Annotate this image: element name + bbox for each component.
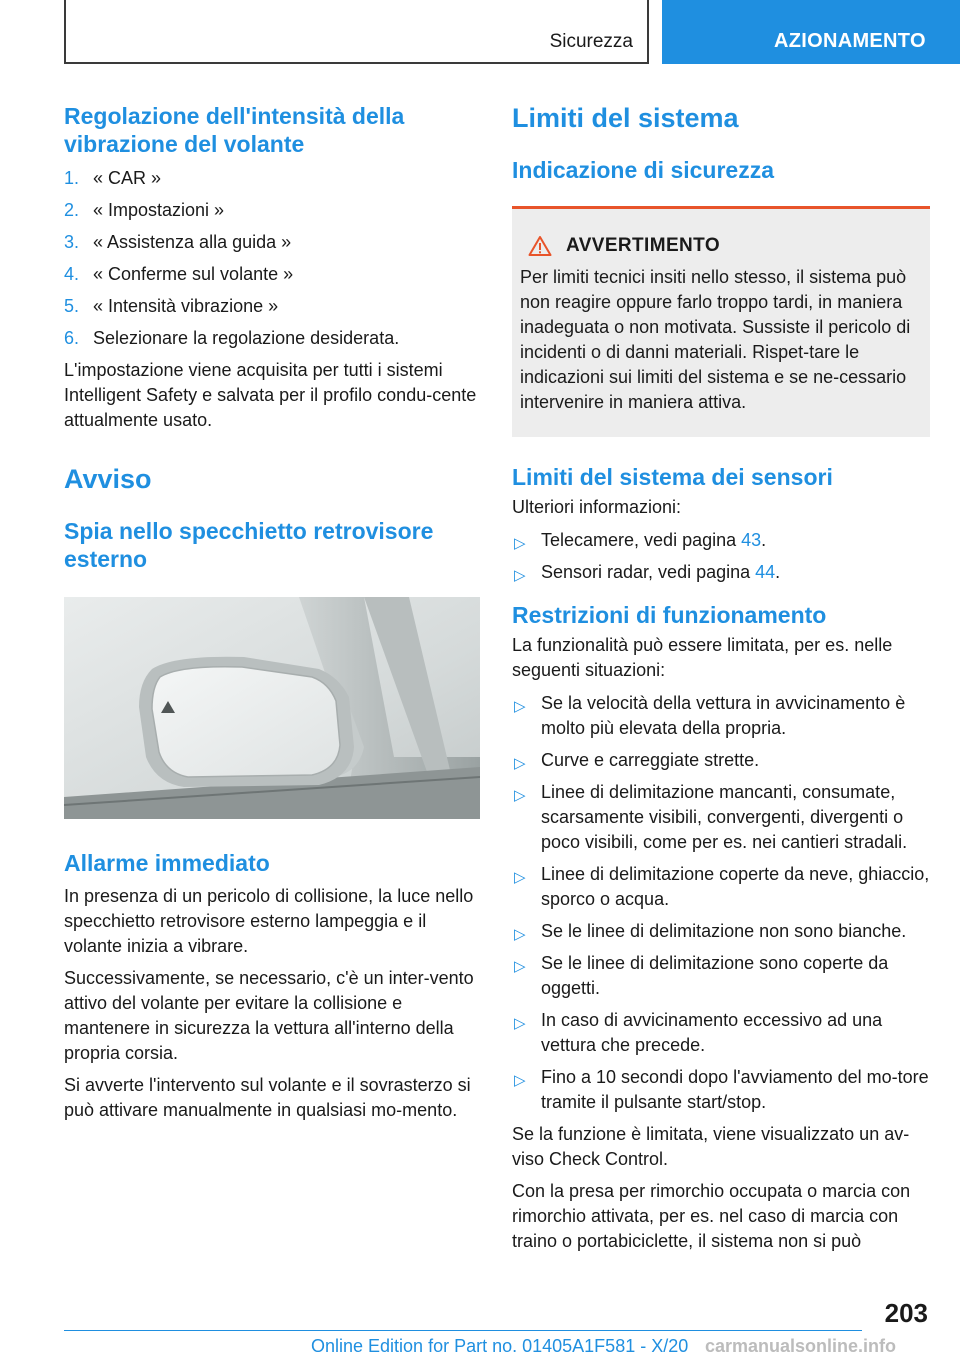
steps-list (64, 166, 480, 351)
restriction-text: Se la velocità della vettura in avvicinamento è molto più elevata della propria. (541, 693, 906, 738)
left-column (64, 102, 480, 1123)
page-reference-link[interactable]: 44 (755, 562, 776, 582)
heading-vibration-intensity: Regolazione dell'intensità della vibrazione del volante (64, 103, 405, 157)
restriction-text: In caso di avvicinamento eccessivo ad una vettura che precede. (541, 1010, 883, 1055)
step-item (64, 198, 480, 223)
restriction-text: Linee di delimitazione mancanti, consumate, scarsamente visibili, convergenti, divergenti o poco visibili, come per es. nei cantieri stradali. (541, 782, 908, 852)
info-end: . (775, 562, 781, 582)
triangle-bullet-icon: ▷ (514, 535, 526, 552)
step-text: « Assistenza alla guida » (93, 232, 292, 252)
header-chapter-tab (662, 0, 960, 64)
footer-divider (64, 1330, 862, 1331)
restriction-item (512, 691, 930, 741)
warning-box (512, 206, 930, 437)
paragraph-oversteer: Si avverte l'intervento sul volante e il sovrasterzo si può attivare manualmente in qualsiasi mo-mento. (64, 1075, 471, 1120)
step-item (64, 262, 480, 287)
step-number: 6. (64, 328, 80, 348)
heading-system-limits: Limiti del sistema (512, 103, 739, 133)
info-end: . (761, 530, 767, 550)
page-reference-link[interactable]: 43 (741, 530, 762, 550)
right-column (512, 102, 930, 1254)
info-item (512, 528, 930, 553)
step-number: 5. (64, 296, 80, 316)
paragraph-setting-saved: L'impostazione viene acquisita per tutti i sistemi Intelligent Safety e salvata per il profilo condu-cente attualmente usato. (64, 360, 477, 430)
step-text: « Conferme sul volante » (93, 264, 294, 284)
step-item (64, 166, 480, 191)
restriction-text: Curve e carreggiate strette. (541, 750, 760, 770)
triangle-bullet-icon: ▷ (514, 926, 526, 943)
step-item (64, 326, 480, 351)
heading-immediate-alarm: Allarme immediato (64, 850, 270, 876)
step-text: « Intensità vibrazione » (93, 296, 279, 316)
step-text: Selezionare la regolazione desiderata. (93, 328, 400, 348)
step-item (64, 230, 480, 255)
restrictions-list (512, 691, 930, 1115)
triangle-bullet-icon: ▷ (514, 869, 526, 886)
info-text: Sensori radar, vedi pagina (541, 562, 756, 582)
footer-watermark: carmanualsonline.info (705, 1336, 897, 1356)
paragraph-trailer: Con la presa per rimorchio occupata o marcia con rimorchio attivata, per es. nel caso di marcia con traino o portabiciclette, il sistema non si può (512, 1181, 911, 1251)
restriction-item (512, 1065, 930, 1115)
restriction-item (512, 1008, 930, 1058)
heading-safety-note: Indicazione di sicurezza (512, 157, 775, 183)
restriction-text: Fino a 10 secondi dopo l'avviamento del mo-tore tramite il pulsante start/stop. (541, 1067, 929, 1112)
restriction-item (512, 780, 930, 855)
triangle-bullet-icon: ▷ (514, 567, 526, 584)
info-text: Telecamere, vedi pagina (541, 530, 742, 550)
paragraph-steering-intervention: Successivamente, se necessario, c'è un inter-vento attivo del volante per evitare la collisione e mantenere in sicurezza la vettura all'interno della propria corsia. (64, 968, 474, 1063)
mirror-warning-light-image (64, 597, 480, 819)
page-number: 203 (884, 1298, 928, 1328)
step-number: 1. (64, 168, 80, 188)
restriction-item (512, 919, 930, 944)
paragraph-more-info: Ulteriori informazioni: (512, 497, 682, 517)
step-text: « Impostazioni » (93, 200, 225, 220)
warning-title-row (520, 235, 922, 257)
paragraph-alarm-description: In presenza di un pericolo di collisione, la luce nello specchietto retrovisore esterno lampeggia e il volante inizia a vibrare. (64, 886, 474, 956)
header-section-label: Sicurezza (549, 31, 633, 52)
info-list (512, 528, 930, 585)
step-item (64, 294, 480, 319)
restriction-item (512, 862, 930, 912)
triangle-bullet-icon: ▷ (514, 698, 526, 715)
warning-text: Per limiti tecnici insiti nello stesso, il sistema può non reagire oppure farlo troppo tardi, in maniera inadeguata o non motivata. Sussiste il pericolo di incidenti o di danni materiali. Rispet-tare le indicazioni sui limiti del sistema e se ne-cessario intervenire in maniera attiva. (520, 267, 911, 412)
triangle-bullet-icon: ▷ (514, 755, 526, 772)
header-section-tab (64, 0, 649, 64)
paragraph-restrictions-intro: La funzionalità può essere limitata, per es. nelle seguenti situazioni: (512, 635, 893, 680)
step-number: 4. (64, 264, 80, 284)
restriction-text: Se le linee di delimitazione sono coperte da oggetti. (541, 953, 889, 998)
triangle-bullet-icon: ▷ (514, 1015, 526, 1032)
triangle-bullet-icon: ▷ (514, 958, 526, 975)
footer-edition: Online Edition for Part no. 01405A1F581 - X/20 (311, 1336, 689, 1356)
triangle-bullet-icon: ▷ (514, 1072, 526, 1089)
info-item (512, 560, 930, 585)
warning-title: AVVERTIMENTO (566, 235, 720, 256)
restriction-text: Linee di delimitazione coperte da neve, ghiaccio, sporco o acqua. (541, 864, 930, 909)
step-text: « CAR » (93, 168, 162, 188)
warning-triangle-icon (528, 235, 552, 257)
step-number: 2. (64, 200, 80, 220)
header-chapter-label: AZIONAMENTO (774, 30, 926, 52)
heading-mirror-light: Spia nello specchietto retrovisore esterno (64, 518, 434, 572)
step-number: 3. (64, 232, 80, 252)
heading-avviso: Avviso (64, 464, 152, 494)
restriction-item (512, 748, 930, 773)
restriction-text: Se le linee di delimitazione non sono bianche. (541, 921, 907, 941)
paragraph-check-control: Se la funzione è limitata, viene visualizzato un av-viso Check Control. (512, 1124, 910, 1169)
restriction-item (512, 951, 930, 1001)
heading-sensor-limits: Limiti del sistema dei sensori (512, 464, 833, 490)
triangle-bullet-icon: ▷ (514, 787, 526, 804)
heading-function-restrictions: Restrizioni di funzionamento (512, 602, 827, 628)
